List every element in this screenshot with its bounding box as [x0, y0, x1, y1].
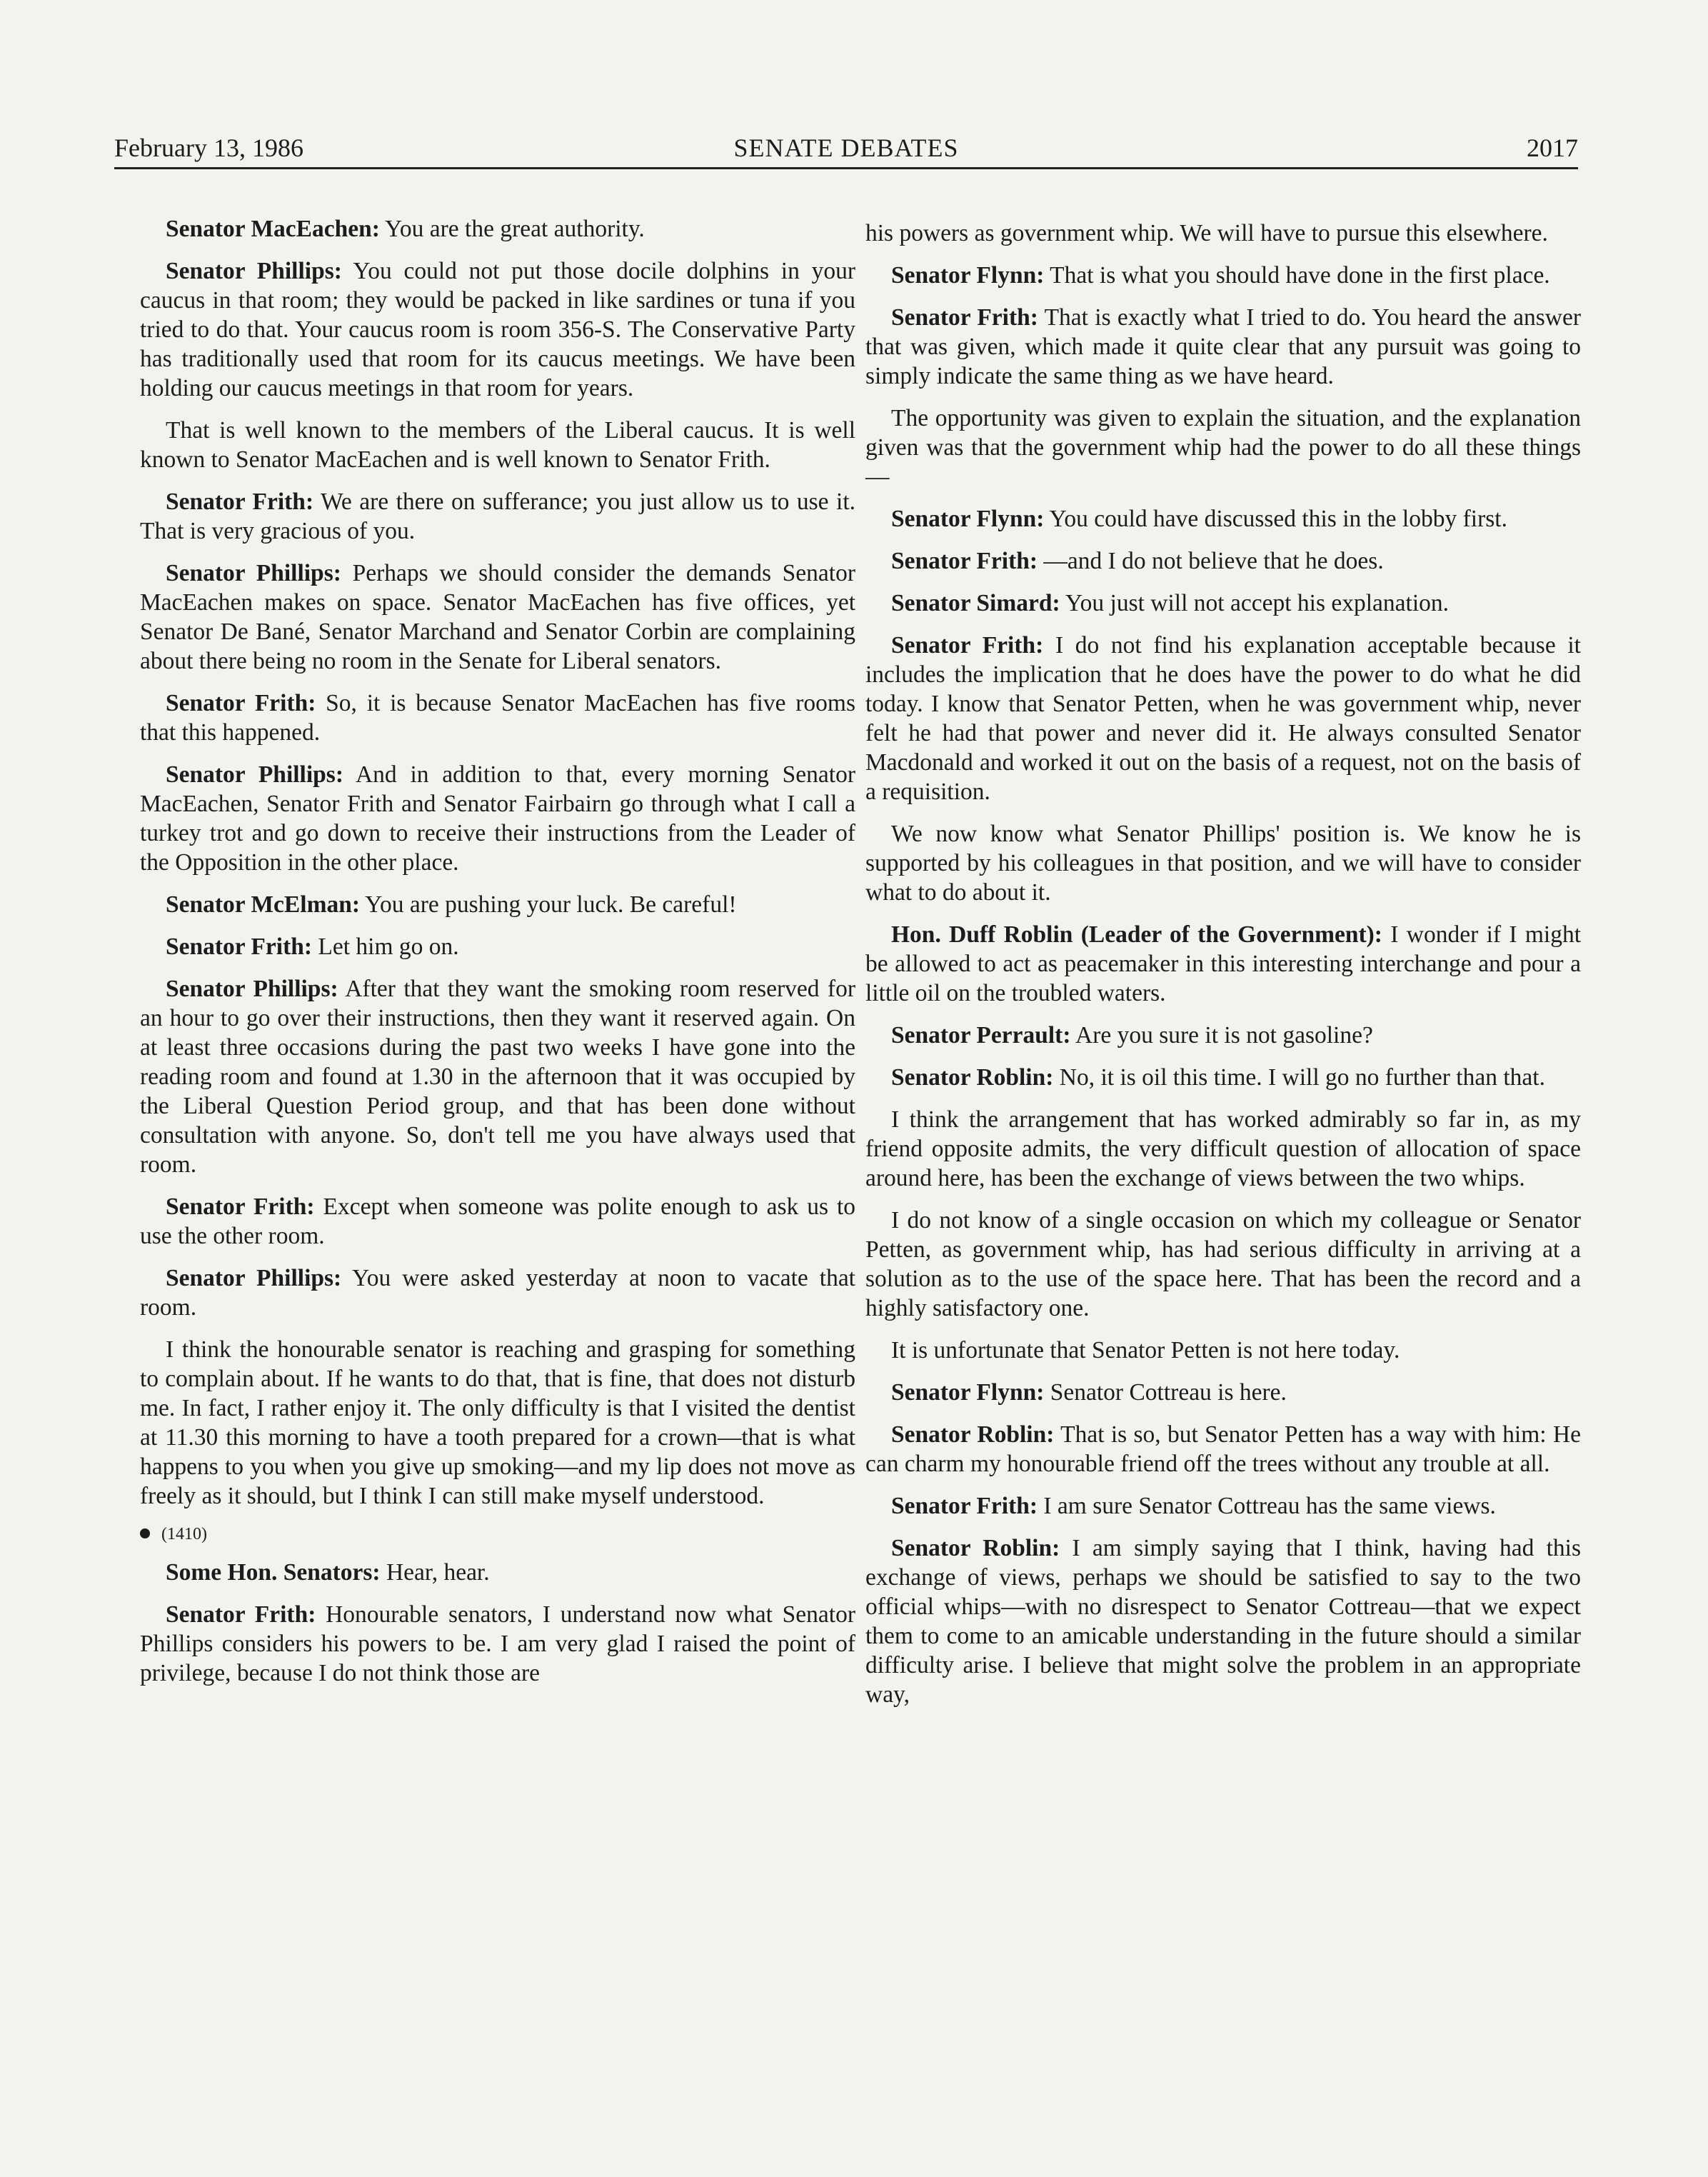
- speech-text: You were asked yesterday at noon to vacate that room.: [140, 1265, 855, 1321]
- speech-text: I do not find his explanation acceptable because it includes the implication that he does have the power to do what he did today. I know that Senator Petten, when he was government whip, never felt he had that power and never did it. He always consulted Senator Macdonald and worked it out on the basis of a request, not on the basis of a requisition.: [865, 632, 1581, 805]
- speech-paragraph: [865, 631, 1581, 806]
- speech-paragraph: [865, 1206, 1581, 1323]
- speech-text: I think the honourable senator is reaching and grasping for something to complain about. If he wants to do that, that is fine, that does not disturb me. In fact, I rather enjoy it. The only difficulty is that I visited the dentist at 11.30 this morning to have a tooth prepared for a crown—that is what happens to you when you give up smoking—and my lip does not move as freely as it should, but I think I can still make myself understood.: [140, 1336, 855, 1509]
- speech-paragraph: [140, 890, 855, 919]
- speech-paragraph: [865, 1420, 1581, 1478]
- speech-paragraph: [140, 760, 855, 877]
- speaker-name: Senator Frith:: [166, 489, 314, 515]
- speaker-name: Senator Roblin:: [891, 1064, 1054, 1091]
- speaker-name: Senator Frith:: [166, 1601, 316, 1628]
- right-column: [865, 219, 1581, 1722]
- left-column: [140, 214, 855, 1701]
- speaker-name: Senator Frith:: [166, 1193, 315, 1220]
- time-marker-text: (1410): [161, 1525, 207, 1543]
- speech-paragraph: [865, 404, 1581, 491]
- speaker-name: Senator Flynn:: [891, 506, 1045, 532]
- speaker-name: Senator Phillips:: [166, 1265, 342, 1291]
- speaker-name: Senator McElman:: [166, 891, 361, 918]
- speech-paragraph: [140, 932, 855, 961]
- speech-text: No, it is oil this time. I will go no further than that.: [1053, 1064, 1545, 1091]
- speech-paragraph: [865, 303, 1581, 391]
- speech-text: We are there on sufferance; you just allow us to use it. That is very gracious of you.: [140, 489, 855, 544]
- speech-paragraph: [140, 1192, 855, 1251]
- speech-paragraph: [865, 819, 1581, 907]
- speech-paragraph: [865, 219, 1581, 248]
- speech-text: Perhaps we should consider the demands Senator MacEachen makes on space. Senator MacEachen has five offices, yet Senator De Bané, Senator Marchand and Senator Corbin are complaining about there being no room in the Senate for Liberal senators.: [140, 560, 855, 674]
- speech-paragraph: [140, 487, 855, 546]
- speech-paragraph: [140, 559, 855, 676]
- speech-text: So, it is because Senator MacEachen has five rooms that this happened.: [140, 690, 855, 746]
- header-date: February 13, 1986: [114, 134, 303, 162]
- time-marker: [140, 1523, 855, 1545]
- speaker-name: Hon. Duff Roblin (Leader of the Government):: [891, 921, 1382, 948]
- speech-text: —and I do not believe that he does.: [1038, 548, 1384, 574]
- speech-paragraph: [140, 416, 855, 474]
- speech-text: his powers as government whip. We will have to pursue this elsewhere.: [865, 220, 1548, 246]
- speech-paragraph: [140, 1558, 855, 1587]
- speech-paragraph: [865, 920, 1581, 1008]
- speech-paragraph: [140, 1335, 855, 1511]
- speaker-name: Senator Frith:: [891, 1493, 1038, 1519]
- speech-paragraph: [865, 1491, 1581, 1521]
- speech-text: After that they want the smoking room reserved for an hour to go over their instructions, then they want it reserved again. On at least three occasions during the past two weeks I have gone into the reading room and found at 1.30 in the afternoon that it was occupied by the Liberal Question Period group, and that has been done without consultation with anyone. So, don't tell me you have always used that room.: [140, 976, 855, 1178]
- speaker-name: Senator Frith:: [891, 632, 1044, 659]
- speaker-name: Some Hon. Senators:: [166, 1559, 381, 1586]
- speaker-name: Senator Phillips:: [166, 560, 341, 586]
- speech-text: That is what you should have done in the first place.: [1044, 262, 1550, 289]
- speaker-name: Senator Roblin:: [891, 1535, 1060, 1561]
- speaker-name: Senator Phillips:: [166, 258, 342, 284]
- speaker-name: Senator MacEachen:: [166, 216, 380, 242]
- speaker-name: Senator Flynn:: [891, 262, 1045, 289]
- header-publication: SENATE DEBATES: [733, 134, 959, 162]
- speech-paragraph: [865, 261, 1581, 290]
- speech-text: You are the great authority.: [379, 216, 645, 242]
- page-number: 2017: [1527, 134, 1578, 162]
- speech-text: I wonder if I might be allowed to act as peacemaker in this interesting interchange and pour a little oil on the troubled waters.: [865, 921, 1582, 1006]
- speech-paragraph: [140, 1600, 855, 1688]
- speech-paragraph: [865, 1378, 1581, 1407]
- speech-paragraph: [865, 546, 1581, 576]
- speech-text: You are pushing your luck. Be careful!: [360, 891, 737, 918]
- speech-paragraph: [865, 1063, 1581, 1092]
- speech-text: And in addition to that, every morning Senator MacEachen, Senator Frith and Senator Fairbairn go through what I call a turkey trot and go down to receive their instructions from the Leader of the Opposition in the other place.: [140, 761, 855, 876]
- speaker-name: Senator Flynn:: [891, 1379, 1045, 1406]
- speaker-name: Senator Frith:: [166, 690, 316, 716]
- speech-paragraph: [865, 1336, 1581, 1365]
- speech-text: Let him go on.: [312, 934, 459, 960]
- speech-paragraph: [865, 1105, 1581, 1193]
- speaker-name: Senator Roblin:: [891, 1421, 1055, 1448]
- speech-paragraph: [865, 1533, 1581, 1709]
- page-header: [114, 127, 1578, 169]
- speech-text: Hear, hear.: [380, 1559, 490, 1586]
- speaker-name: Senator Perrault:: [891, 1022, 1071, 1049]
- speech-text: The opportunity was given to explain the situation, and the explanation given was that the government whip had the power to do all these things—: [865, 405, 1581, 490]
- speaker-name: Senator Simard:: [891, 590, 1060, 616]
- speech-text: That is exactly what I tried to do. You heard the answer that was given, which made it quite clear that any pursuit was going to simply indicate the same thing as we have heard.: [865, 304, 1581, 389]
- speech-text: I am simply saying that I think, having had this exchange of views, perhaps we should be satisfied to say to the two official whips—with no disrespect to Senator Cottreau—that we expect them to come to an amicable understanding in the future should a similar difficulty arise. I believe that might solve the problem in an appropriate way,: [865, 1535, 1581, 1708]
- speech-paragraph: [140, 214, 855, 244]
- speaker-name: Senator Frith:: [166, 934, 313, 960]
- speech-text: Are you sure it is not gasoline?: [1070, 1022, 1373, 1049]
- speech-text: Honourable senators, I understand now what Senator Phillips considers his powers to be. I am very glad I raised the point of privilege, because I do not think those are: [140, 1601, 855, 1686]
- speech-text: We now know what Senator Phillips' position is. We know he is supported by his colleagues in that position, and we will have to consider what to do about it.: [865, 821, 1581, 906]
- speech-text: Except when someone was polite enough to ask us to use the other room.: [140, 1193, 855, 1249]
- speech-text: You just will not accept his explanation.: [1060, 590, 1450, 616]
- speech-paragraph: [865, 1021, 1581, 1050]
- speech-text: I am sure Senator Cottreau has the same views.: [1038, 1493, 1496, 1519]
- speaker-name: Senator Frith:: [891, 548, 1038, 574]
- speech-text: I do not know of a single occasion on which my colleague or Senator Petten, as government whip, has had serious difficulty in arriving at a solution as to the use of the space here. That has been the record and a highly satisfactory one.: [865, 1207, 1581, 1321]
- speech-paragraph: [140, 1263, 855, 1322]
- speech-text: That is so, but Senator Petten has a way with him: He can charm my honourable friend off the trees without any trouble at all.: [865, 1421, 1581, 1477]
- speech-text: That is well known to the members of the Liberal caucus. It is well known to Senator MacEachen and is well known to Senator Frith.: [140, 417, 855, 473]
- speech-paragraph: [140, 974, 855, 1179]
- speech-paragraph: [140, 689, 855, 747]
- speech-paragraph: [140, 256, 855, 403]
- speaker-name: Senator Frith:: [891, 304, 1038, 331]
- speaker-name: Senator Phillips:: [166, 976, 338, 1002]
- speech-text: You could not put those docile dolphins in your caucus in that room; they would be packed in like sardines or tuna if you tried to do that. Your caucus room is room 356-S. The Conservative Party has traditionally used that room for its caucus meetings. We have been holding our caucus meetings in that room for years.: [140, 258, 855, 401]
- speech-text: It is unfortunate that Senator Petten is not here today.: [891, 1337, 1400, 1363]
- speech-text: I think the arrangement that has worked admirably so far in, as my friend opposite admits, the very difficult question of allocation of space around here, has been the exchange of views between the two whips.: [865, 1106, 1581, 1191]
- speech-paragraph: [865, 504, 1581, 534]
- speech-paragraph: [865, 589, 1581, 618]
- speech-text: You could have discussed this in the lobby first.: [1044, 506, 1507, 532]
- speaker-name: Senator Phillips:: [166, 761, 343, 788]
- speech-text: Senator Cottreau is here.: [1044, 1379, 1287, 1406]
- bullet-icon: [140, 1528, 150, 1538]
